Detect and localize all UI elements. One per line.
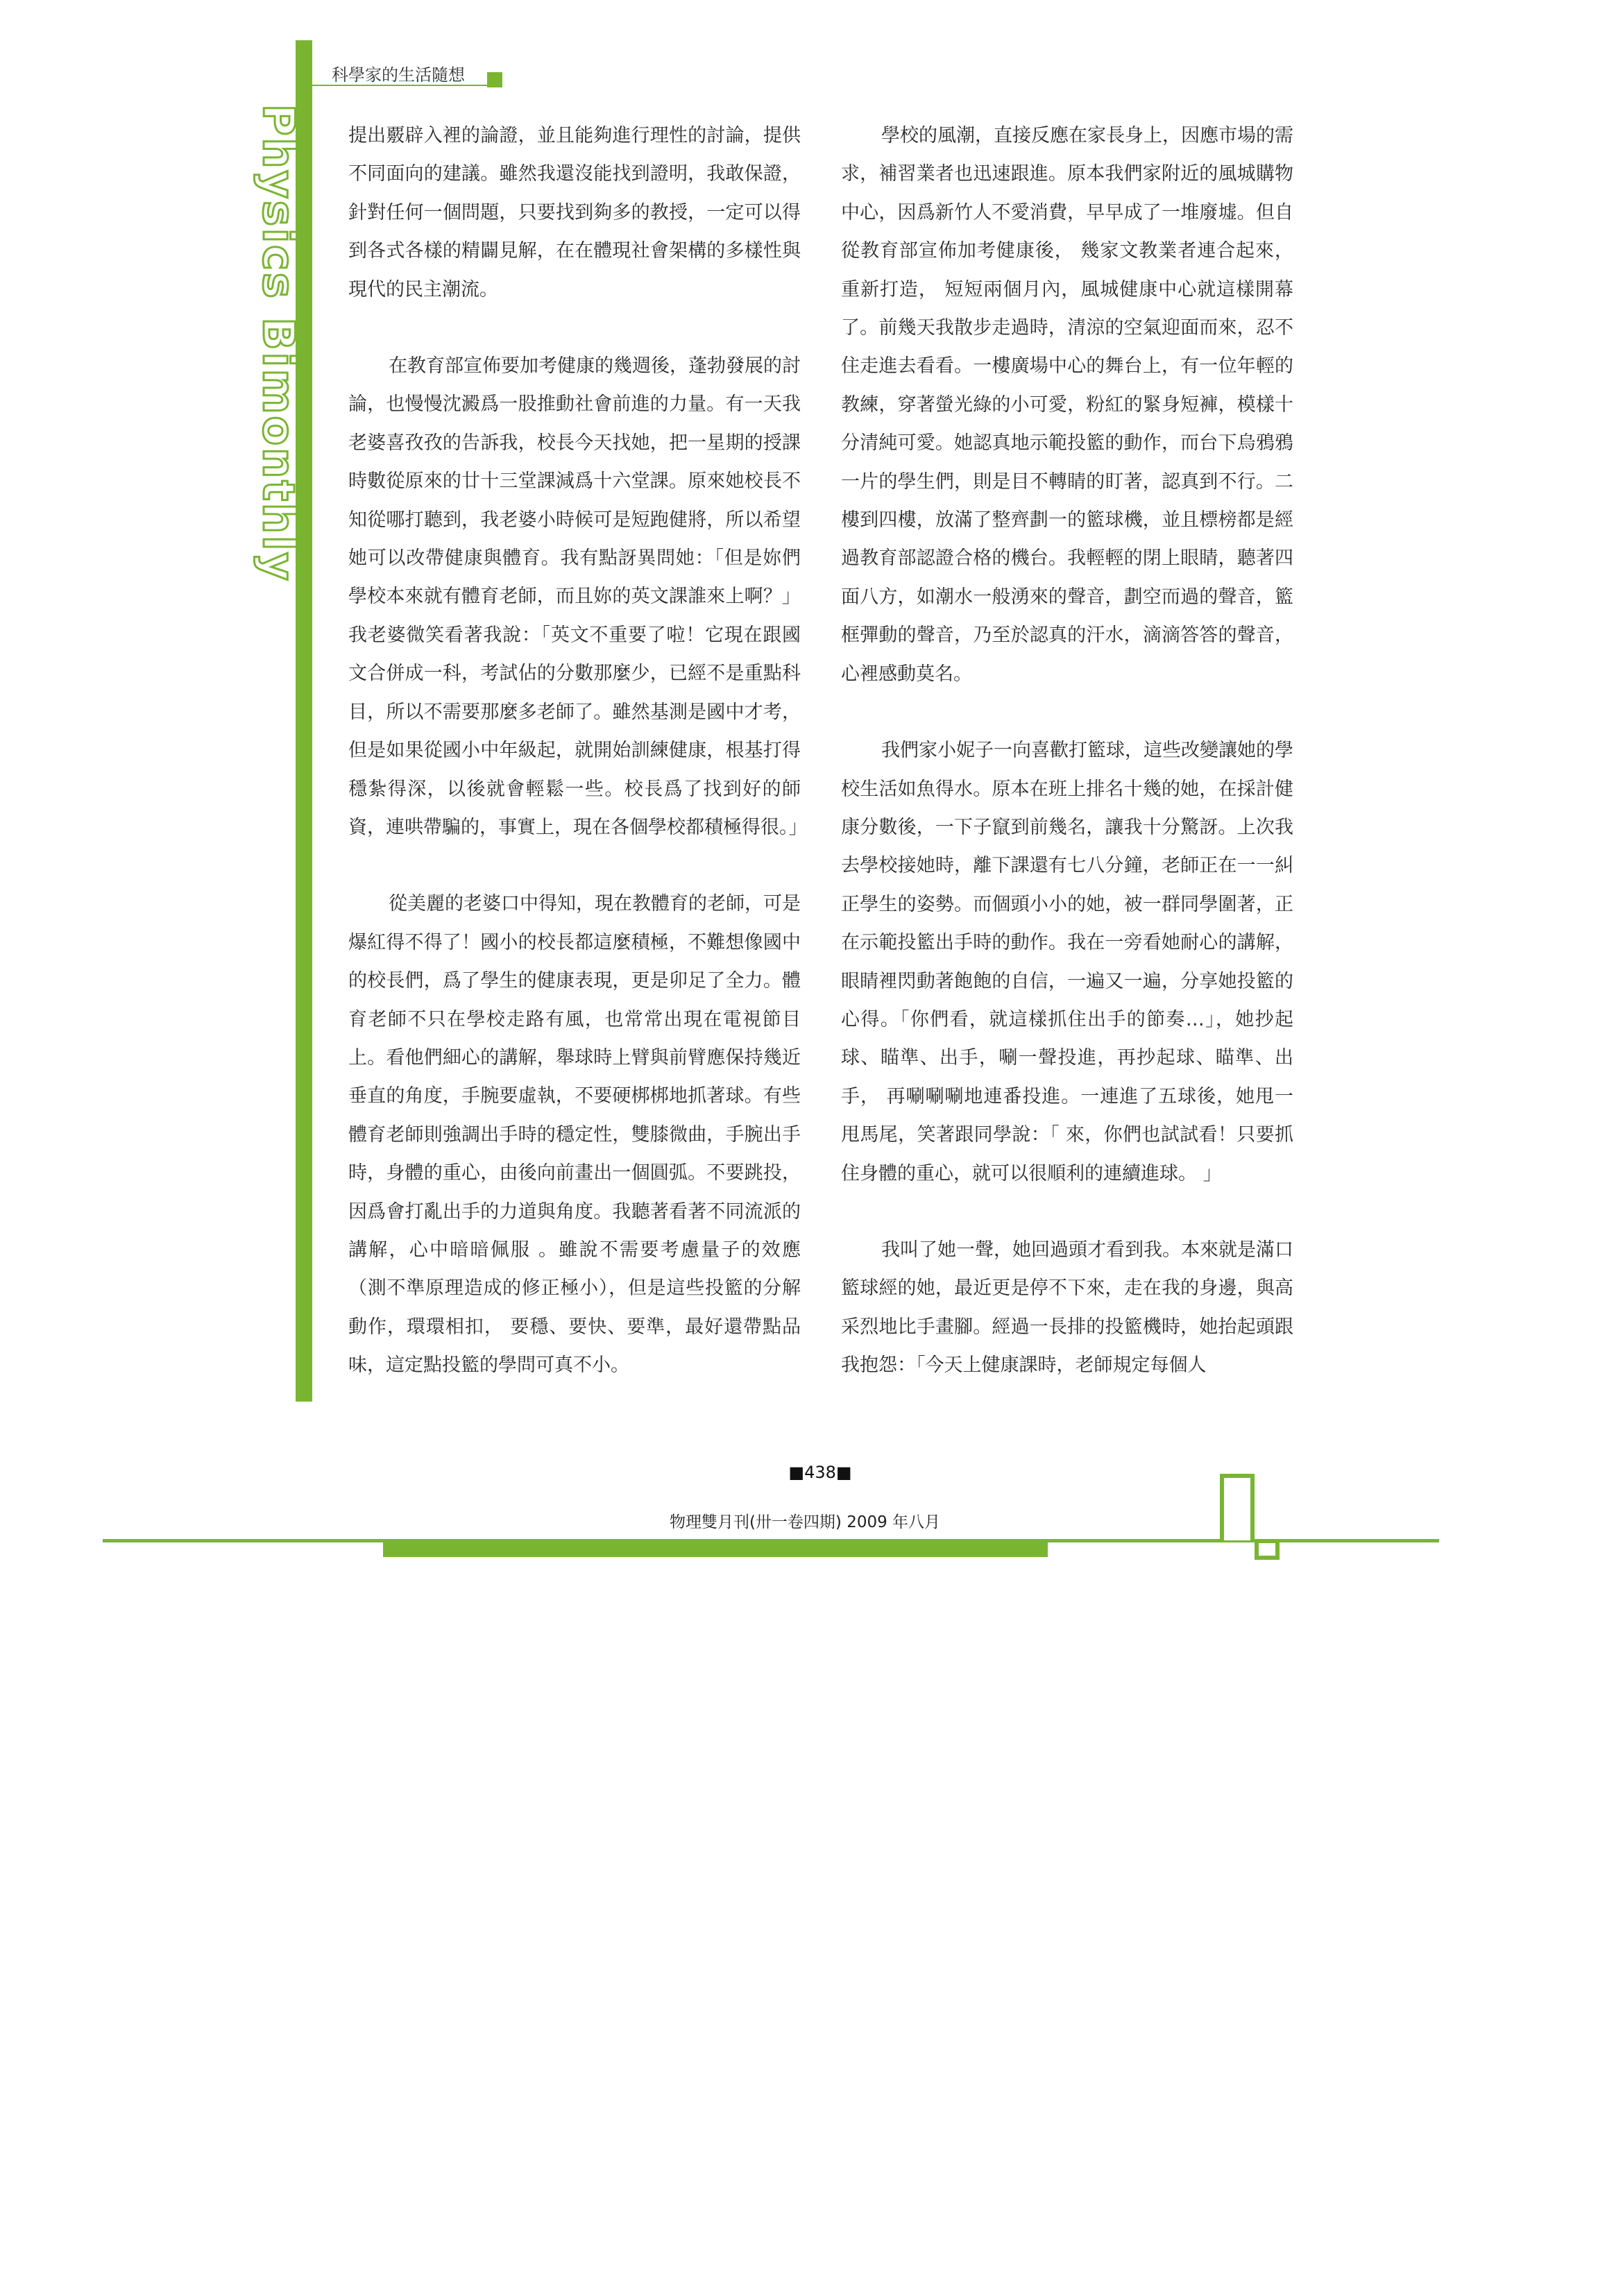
- journal-info: 物理雙月刊(卅一卷四期) 2009 年八月: [669, 1513, 941, 1531]
- footer-band: [383, 1540, 1048, 1557]
- right-paragraph-1: 學校的風潮，直接反應在家長身上，因應市場的需求，補習業者也迅速跟進。原本我們家附近的風城購物中心，因爲新竹人不愛消費，早早成了一堆廢墟。但自從教育部宣佈加考健康後， 幾家文教業者連合起來，重新打造， 短短兩個月內，風城健康中心就這樣開幕了。前幾天我散步走過時，清涼的空氣迎面而來，忍不住走進去看看。一樓廣場中心的舞台上，有一位年輕的教練，穿著螢光綠的小可愛，粉紅的緊身短褲，模樣十分清純可愛。她認真地示範投籃的動作，而台下烏鴉鴉一片的學生們，則是目不轉睛的盯著，認真到不行。二樓到四樓，放滿了整齊劃一的籃球機，並且標榜都是經過教育部認證合格的機台。我輕輕的閉上眼睛，聽著四面八方，如潮水一般湧來的聲音，劃空而過的聲音，籃框彈動的聲音，乃至於認真的汗水，滴滴答答的聲音，心裡感動莫名。: [841, 125, 1293, 685]
- page-number: ■438■: [788, 1463, 852, 1482]
- left-paragraph-2: 在教育部宣佈要加考健康的幾週後，蓬勃發展的討論，也慢慢沈澱爲一股推動社會前進的力量。有一天我老婆喜孜孜的告訴我，校長今天找她，把一星期的授課時數從原來的廿十三堂課減爲十六堂課。原來她校長不知從哪打聽到，我老婆小時候可是短跑健將，所以希望她可以改帶健康與體育。我有點訝異問她：「但是妳們學校本來就有體育老師，而且妳的英文課誰來上啊？」我老婆微笑看著我說：「英文不重要了啦！它現在跟國文合併成一科，考試佔的分數那麼少，已經不是重點科目，所以不需要那麼多老師了。雖然基測是國中才考，但是如果從國小中年級起，就開始訓練健康，根基打得穩紮得深，以後就會輕鬆一些。校長爲了找到好的師資，連哄帶騙的，事實上，現在各個學校都積極得很。」: [348, 355, 808, 838]
- footer-deco-icon: [1220, 1474, 1255, 1540]
- header-square-icon: [487, 72, 502, 87]
- right-paragraph-2: 我們家小妮子一向喜歡打籃球，這些改變讓她的學校生活如魚得水。原本在班上排名十幾的她，在採計健康分數後，一下子竄到前幾名，讓我十分驚訝。上次我去學校接她時，離下課還有七八分鐘，老師正在一一糾正學生的姿勢。而個頭小小的她，被一群同學圍著，正在示範投籃出手時的動作。我在一旁看她耐心的講解，眼睛裡閃動著飽飽的自信，一遍又一遍，分享她投籃的心得。「你們看，就這樣抓住出手的節奏…」，她抄起球、瞄準、出手，唰一聲投進，再抄起球、瞄準、出手， 再唰唰唰地連番投進。一連進了五球後，她甩一甩馬尾，笑著跟同學說：「 來，你們也試試看！只要抓住身體的重心，就可以很順利的連續進球。 」: [841, 740, 1293, 1184]
- right-column: [841, 117, 1293, 1385]
- section-title: 科學家的生活隨想: [332, 65, 465, 85]
- left-paragraph-1: 提出覈辟入裡的論證，並且能夠進行理性的討論，提供不同面向的建議。雖然我還沒能找到證明，我敢保證，針對任何一個問題，只要找到夠多的教授，一定可以得到各式各樣的精闢見解，在在體現社會架構的多樣性與現代的民主潮流。: [348, 125, 801, 300]
- masthead-title: Physics Bimonthly: [253, 104, 304, 583]
- right-paragraph-3: 我叫了她一聲，她回過頭才看到我。本來就是滿口籃球經的她，最近更是停不下來，走在我的身邊，與高采烈地比手畫腳。經過一長排的投籃機時，她抬起頭跟我抱怨：「今天上健康課時，老師規定每個人: [841, 1239, 1293, 1377]
- footer-deco-small-icon: [1255, 1539, 1280, 1560]
- left-column: [348, 117, 808, 1385]
- header-underline: [298, 85, 491, 86]
- left-paragraph-3: 從美麗的老婆口中得知，現在教體育的老師，可是爆紅得不得了！國小的校長都這麼積極，不難想像國中的校長們，爲了學生的健康表現，更是卯足了全力。體育老師不只在學校走路有風，也常常出現在電視節目上。看他們細心的講解，舉球時上臂與前臂應保持幾近垂直的角度，手腕要虛執，不要硬梆梆地抓著球。有些體育老師則強調出手時的穩定性，雙膝微曲，手腕出手時，身體的重心，由後向前畫出一個圓弧。不要跳投，因爲會打亂出手的力道與角度。我聽著看著不同流派的講解，心中暗暗佩服 。雖說不需要考慮量子的效應（測不準原理造成的修正極小），但是這些投籃的分解動作，環環相扣， 要穩、要快、要準，最好還帶點品味，這定點投籃的學問可真不小。: [348, 893, 801, 1377]
